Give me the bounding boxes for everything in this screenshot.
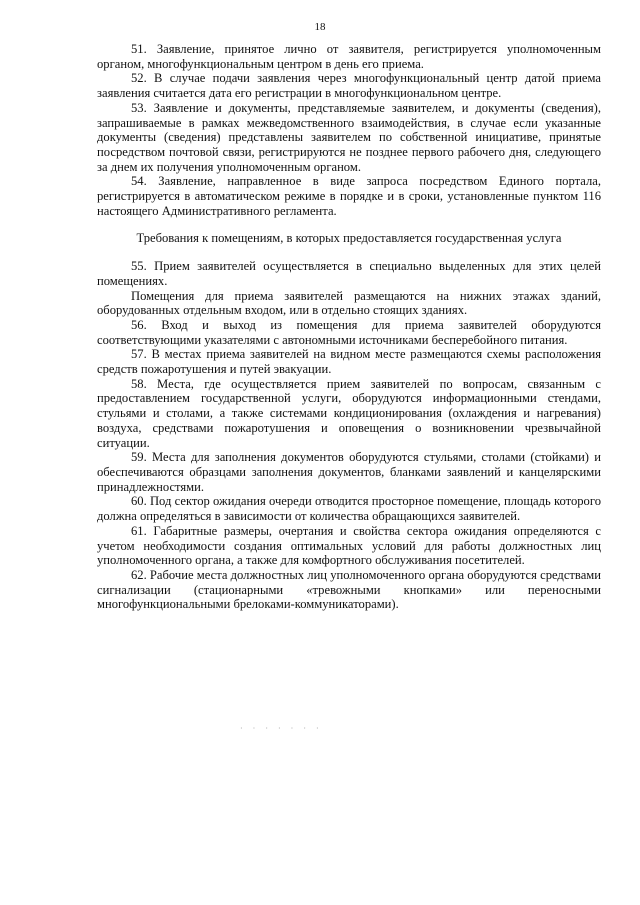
paragraph-52: 52. В случае подачи заявления через многофункциональный центр датой приема заявления считается дата его регистрации в многофункциональном центре. [97, 71, 601, 101]
paragraph-60: 60. Под сектор ожидания очереди отводится просторное помещение, площадь которого должна определяться в зависимости от количества обращающихся заявителей. [97, 494, 601, 524]
paragraph-55-continued: Помещения для приема заявителей размещаются на нижних этажах зданий, оборудованных отдельным входом, или в отдельно стоящих зданиях. [97, 288, 601, 318]
paragraph-56: 56. Вход и выход из помещения для приема заявителей оборудуются соответствующими указателями с автономными источниками бесперебойного питания. [97, 317, 601, 347]
section-heading: Требования к помещениям, в которых предоставляется государственная услуга [136, 231, 562, 246]
paragraph-55: 55. Прием заявителей осуществляется в специально выделенных для этих целей помещениях. [97, 259, 601, 288]
paragraph-57: 57. В местах приема заявителей на видном месте размещаются схемы расположения средств пожаротушения и путей эвакуации. [97, 347, 601, 377]
paragraph-58: 58. Места, где осуществляется прием заявителей по вопросам, связанным с предоставлением государственной услуги, оборудуются информационными стендами, стульями и столами, а также системами кондиционирования (охлаждения и нагревания) воздуха, средствами пожаротушения и оповещения о возникновении чрезвычайной ситуации. [97, 376, 601, 450]
scan-artifact-dots: · · · · · · · [240, 724, 323, 733]
paragraph-51: 51. Заявление, принятое лично от заявителя, регистрируется уполномоченным органом, многофункциональным центром в день его приема. [97, 42, 601, 71]
document-body [97, 42, 601, 612]
paragraph-61: 61. Габаритные размеры, очертания и свойства сектора ожидания определяются с учетом необходимости создания оптимальных условий для работы должностных лиц уполномоченного органа, а также для комфортного обслуживания посетителей. [97, 523, 601, 568]
paragraph-59: 59. Места для заполнения документов оборудуются стульями, столами (стойками) и обеспечиваются образцами заполнения документов, бланками заявлений и канцелярскими принадлежностями. [97, 450, 601, 494]
paragraph-62: 62. Рабочие места должностных лиц уполномоченного органа оборудуются средствами сигнализации (стационарными «тревожными кнопками» или переносными многофункциональными брелоками-коммуникаторами). [97, 567, 601, 612]
paragraph-53: 53. Заявление и документы, представляемые заявителем, и документы (сведения), запрашиваемые в рамках межведомственного взаимодействия, в случае если указанные документы (сведения) представлены заявителем по собственной инициативе, принятые посредством почтовой связи, регистрируются не позднее первого рабочего дня, следующего за днем их получения уполномоченным органом. [97, 100, 601, 174]
paragraph-54: 54. Заявление, направленное в виде запроса посредством Единого портала, регистрируется в автоматическом режиме в порядке и в сроки, установленные пунктом 116 настоящего Административного регламента. [97, 174, 601, 218]
page-number: 18 [314, 21, 326, 33]
